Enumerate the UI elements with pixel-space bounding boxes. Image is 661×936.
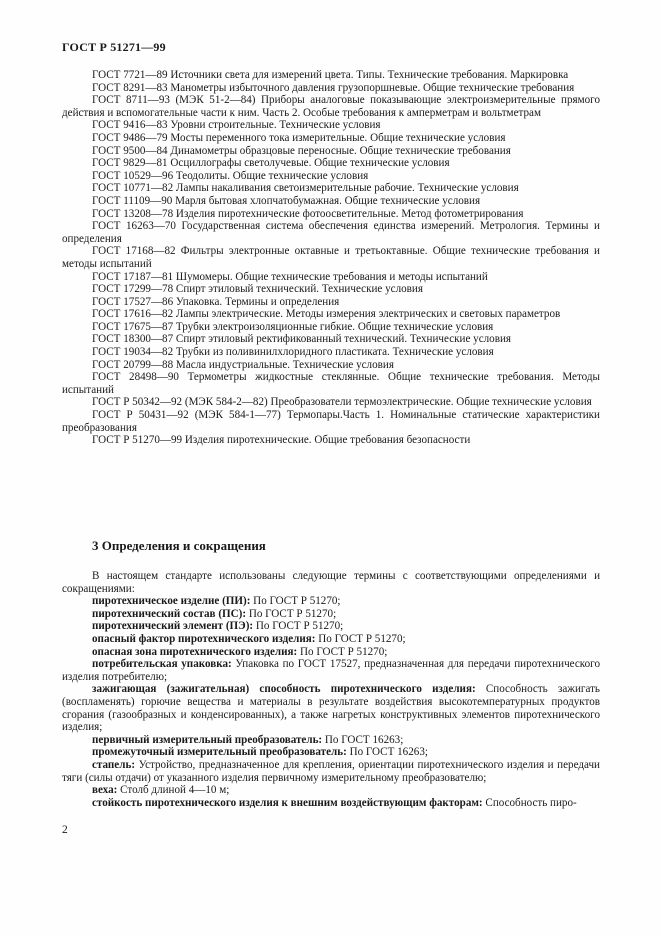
definition-term: зажигающая (зажигательная) способность пиротехнического изделия: xyxy=(92,683,476,696)
reference-item: ГОСТ 9486—79 Мосты переменного тока измерительные. Общие технические условия xyxy=(92,131,506,144)
reference-item: ГОСТ 8291—83 Манометры избыточного давления грузопоршневые. Общие технические требования xyxy=(92,81,575,94)
definition-text: По ГОСТ 16263; xyxy=(346,746,428,759)
definition-text: По ГОСТ Р 51270; xyxy=(250,595,341,608)
definition-text: Способность пиро- xyxy=(482,796,577,809)
reference-item: ГОСТ 11109—90 Марля бытовая хлопчатобумажная. Общие технические условия xyxy=(92,194,481,207)
definition-term: стойкость пиротехнического изделия к внешним воздействующим факторам: xyxy=(92,796,483,809)
document-header: ГОСТ Р 51271—99 xyxy=(62,40,166,54)
reference-item: ГОСТ 20799—88 Масла индустриальные. Технические условия xyxy=(92,358,394,371)
definition-text: Столб длиной 4—10 м; xyxy=(117,784,230,797)
reference-item: ГОСТ Р 50431—92 (МЭК 584-1—77) Термопары.Часть 1. Номинальные статические характеристики преобразования xyxy=(62,409,600,434)
reference-item: ГОСТ 9829—81 Осциллографы светолучевые. Общие технические условия xyxy=(92,157,450,170)
definition-item xyxy=(62,608,600,621)
definition-text: По ГОСТ 16263; xyxy=(322,733,404,746)
reference-item: ГОСТ 17616—82 Лампы электрические. Методы измерения электрических и световых параметров xyxy=(92,308,561,321)
reference-item: ГОСТ 17187—81 Шумомеры. Общие технические требования и методы испытаний xyxy=(92,270,488,283)
definition-term: промежуточный измерительный преобразователь: xyxy=(92,746,347,759)
definition-item xyxy=(62,658,600,683)
definition-term: веха: xyxy=(92,784,118,797)
reference-item: ГОСТ 10529—96 Теодолиты. Общие технические условия xyxy=(92,169,369,182)
reference-item: ГОСТ 16263—70 Государственная система обеспечения единства измерений. Метрология. Термины и определения xyxy=(62,220,600,245)
definition-text: По ГОСТ Р 51270; xyxy=(315,632,406,645)
reference-item: ГОСТ 17168—82 Фильтры электронные октавные и третьоктавные. Общие технические требования и методы испытаний xyxy=(62,245,600,270)
definition-item xyxy=(62,620,600,633)
definitions-list xyxy=(62,570,600,809)
definition-term: пиротехническое изделие (ПИ): xyxy=(92,595,251,608)
definition-text: Устройство, предназначенное для крепления, ориентации пиротехнического изделия и передачи тяги (силы отдачи) от указанного изделия первичному измерительному преобразователю; xyxy=(62,758,600,784)
definition-text: По ГОСТ Р 51270; xyxy=(297,645,388,658)
definition-term: первичный измерительный преобразователь: xyxy=(92,733,323,746)
definition-term: пиротехнический состав (ПС): xyxy=(92,607,247,620)
reference-item: ГОСТ 8711—93 (МЭК 51-2—84) Приборы аналоговые показывающие электроизмерительные прямого действия и вспомогательные части к ним. Часть 2. Особые требования к амперметрам и вольтметрам xyxy=(62,94,600,119)
reference-item: ГОСТ Р 51270—99 Изделия пиротехнические. Общие требования безопасности xyxy=(92,434,471,447)
definition-term: опасная зона пиротехнического изделия: xyxy=(92,645,298,658)
reference-item: ГОСТ Р 50342—92 (МЭК 584-2—82) Преобразователи термоэлектрические. Общие технические условия xyxy=(92,396,592,409)
definition-item xyxy=(62,797,600,810)
page-number: 2 xyxy=(62,824,68,836)
section-intro: В настоящем стандарте использованы следующие термины с соответствующими определениями и сокращениями: xyxy=(62,570,600,595)
definition-term: опасный фактор пиротехнического изделия: xyxy=(92,632,316,645)
definition-item xyxy=(62,683,600,733)
reference-item: ГОСТ 9500—84 Динамометры образцовые переносные. Общие технические требования xyxy=(92,144,511,157)
definition-text: По ГОСТ Р 51270; xyxy=(246,607,337,620)
reference-item: ГОСТ 13208—78 Изделия пиротехнические фотоосветительные. Метод фотометрирования xyxy=(92,207,524,220)
reference-item: ГОСТ 28498—90 Термометры жидкостные стеклянные. Общие технические требования. Методы испытаний xyxy=(62,371,600,396)
reference-item: ГОСТ 18300—87 Спирт этиловый ректификованный технический. Технические условия xyxy=(92,333,511,346)
definition-term: стапель: xyxy=(92,758,136,771)
reference-item: ГОСТ 17299—78 Спирт этиловый технический. Технические условия xyxy=(92,283,423,296)
section-heading: 3 Определения и сокращения xyxy=(92,538,266,553)
definition-item xyxy=(62,759,600,784)
reference-item: ГОСТ 10771—82 Лампы накаливания светоизмерительные рабочие. Технические условия xyxy=(92,182,519,195)
reference-item: ГОСТ 17675—87 Трубки электроизоляционные гибкие. Общие технические условия xyxy=(92,320,494,333)
reference-item: ГОСТ 7721—89 Источники света для измерений цвета. Типы. Технические требования. Маркировка xyxy=(92,69,569,81)
definition-text: По ГОСТ Р 51270; xyxy=(253,620,344,633)
definition-term: пиротехнический элемент (ПЭ): xyxy=(92,620,254,633)
definition-item xyxy=(62,784,600,797)
reference-item: ГОСТ 17527—86 Упаковка. Термины и определения xyxy=(92,295,340,308)
definition-text: Упаковка по ГОСТ 17527, предназначенная для передачи пиротехнического изделия потребителю; xyxy=(62,658,600,683)
reference-item: ГОСТ 9416—83 Уровни строительные. Технические условия xyxy=(92,119,381,132)
definition-item xyxy=(62,633,600,646)
normative-references-list xyxy=(62,69,600,447)
definition-term: потребительская упаковка: xyxy=(92,658,232,671)
definition-item xyxy=(62,595,600,608)
definition-text: Способность зажигать (воспламенять) горючие вещества и материалы в результате воздействия высокотемпературных продуктов сгорания (газообразных и конденсированных), а также нагретых конструктивных элементов пиротехнического изделия; xyxy=(62,683,600,734)
definition-item xyxy=(62,734,600,747)
definition-item xyxy=(62,646,600,659)
reference-item: ГОСТ 19034—82 Трубки из поливинилхлоридного пластиката. Технические условия xyxy=(92,346,494,359)
definition-item xyxy=(62,746,600,759)
